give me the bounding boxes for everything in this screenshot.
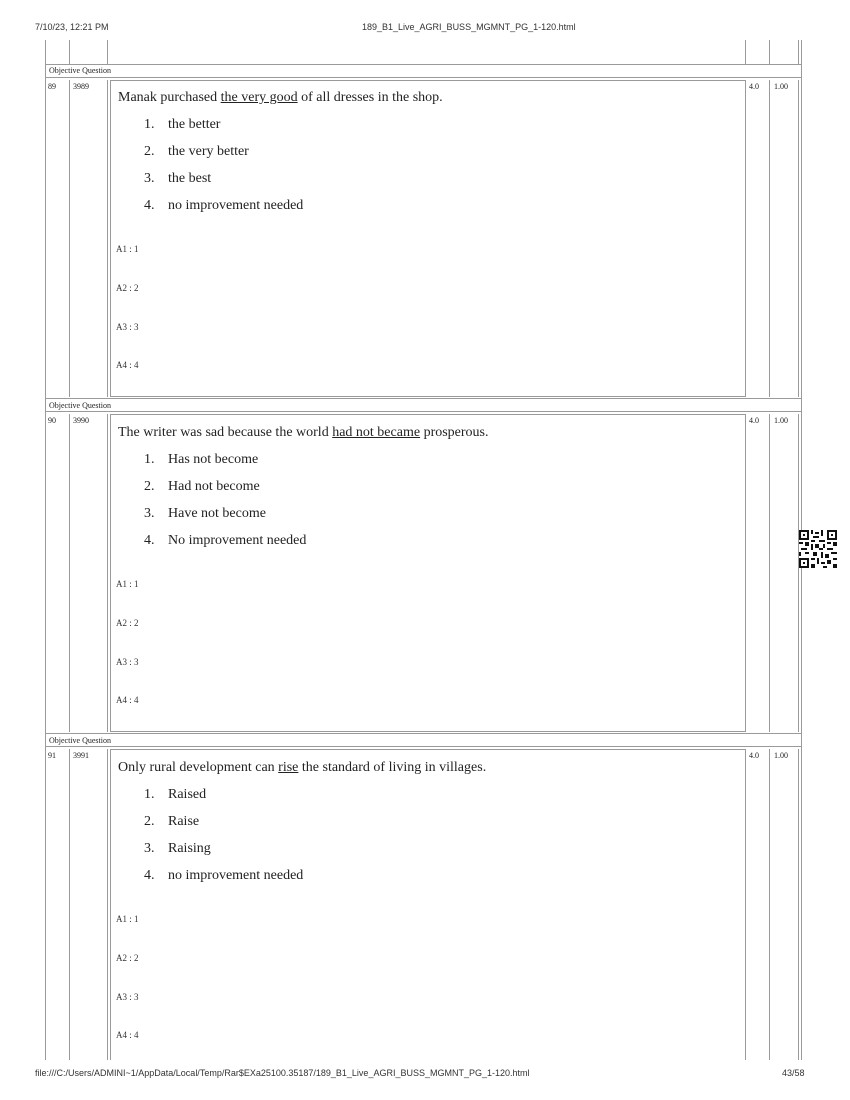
question-text: Only rural development can rise the standard of living in villages. xyxy=(118,760,487,775)
option-1: 1. Has not become xyxy=(144,452,259,467)
underlined-phrase: rise xyxy=(278,760,299,775)
answer-key-2: A2 : 2 xyxy=(116,618,139,628)
answer-key-3: A3 : 3 xyxy=(116,322,139,332)
answer-key-2: A2 : 2 xyxy=(116,283,139,293)
option-4: 4. no improvement needed xyxy=(144,198,304,213)
answer-key-1: A1 : 1 xyxy=(116,914,139,924)
option-1: 1. the better xyxy=(144,117,221,132)
option-4: 4. No improvement needed xyxy=(144,533,307,548)
option-1: 1. Raised xyxy=(144,787,207,802)
option-2: 2. Raise xyxy=(144,814,200,829)
question-type-label: Objective Question xyxy=(49,736,111,745)
print-page-number: 43/58 xyxy=(782,1068,805,1078)
print-file-path: file:///C:/Users/ADMINI~1/AppData/Local/Temp/Rar$EXa25100.35187/189_B1_Live_AGRI_BUSS_MGMNT_PG_1-120.html xyxy=(35,1068,530,1078)
option-3: 3. the best xyxy=(144,171,212,186)
answer-key-1: A1 : 1 xyxy=(116,244,139,254)
answer-key-2: A2 : 2 xyxy=(116,953,139,963)
answer-key-4: A4 : 4 xyxy=(116,360,139,370)
question-negative-marks: 1.00 xyxy=(774,416,788,425)
question-number: 89 xyxy=(48,82,56,91)
answer-key-1: A1 : 1 xyxy=(116,579,139,589)
qr-code-icon xyxy=(799,530,837,568)
answer-key-4: A4 : 4 xyxy=(116,1030,139,1040)
question-id: 3991 xyxy=(73,751,89,760)
answer-key-4: A4 : 4 xyxy=(116,695,139,705)
answer-key-3: A3 : 3 xyxy=(116,992,139,1002)
option-2: 2. Had not become xyxy=(144,479,260,494)
underlined-phrase: had not became xyxy=(332,425,421,440)
question-type-label: Objective Question xyxy=(49,401,111,410)
question-negative-marks: 1.00 xyxy=(774,751,788,760)
question-id: 3989 xyxy=(73,82,89,91)
option-2: 2. the very better xyxy=(144,144,249,159)
option-3: 3. Have not become xyxy=(144,506,266,521)
question-text: Manak purchased the very good of all dresses in the shop. xyxy=(118,90,443,105)
option-4: 4. no improvement needed xyxy=(144,868,304,883)
question-number: 90 xyxy=(48,416,56,425)
option-3: 3. Raising xyxy=(144,841,211,856)
underlined-phrase: the very good xyxy=(220,90,298,105)
question-marks: 4.0 xyxy=(749,751,759,760)
question-marks: 4.0 xyxy=(749,416,759,425)
question-negative-marks: 1.00 xyxy=(774,82,788,91)
question-marks: 4.0 xyxy=(749,82,759,91)
question-number: 91 xyxy=(48,751,56,760)
question-text: The writer was sad because the world had not became prosperous. xyxy=(118,425,489,440)
question-type-label: Objective Question xyxy=(49,66,111,75)
print-doc-title: 189_B1_Live_AGRI_BUSS_MGMNT_PG_1-120.html xyxy=(362,22,576,32)
print-datetime: 7/10/23, 12:21 PM xyxy=(35,22,109,32)
answer-key-3: A3 : 3 xyxy=(116,657,139,667)
question-id: 3990 xyxy=(73,416,89,425)
